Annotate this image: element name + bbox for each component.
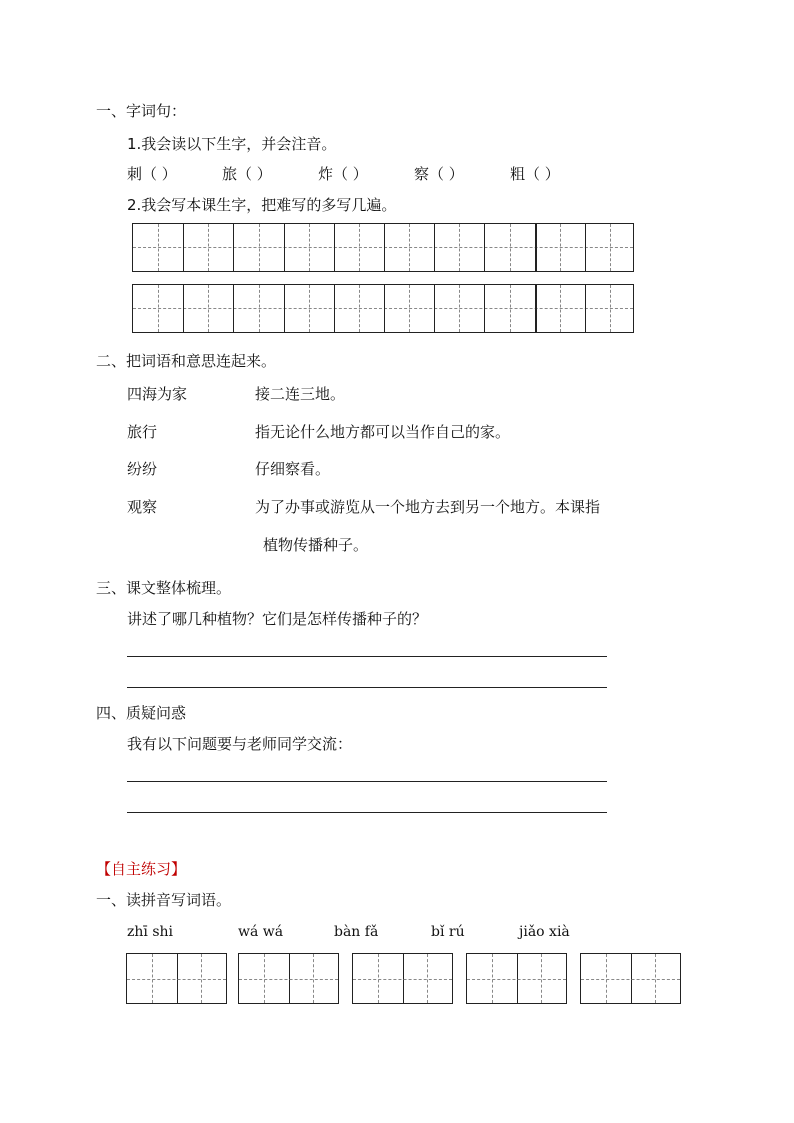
grid-line (535, 285, 537, 332)
grid-line (610, 224, 611, 271)
match-meaning[interactable]: 仔细察看。 (255, 460, 331, 478)
grid-line (409, 285, 410, 332)
char-pinyin-blank[interactable]: 察（ ） (414, 165, 464, 183)
pinyin-label: bàn fǎ (334, 924, 379, 940)
grid-line (585, 285, 586, 332)
char-pinyin-blank[interactable]: 粗（ ） (510, 165, 560, 183)
section2-title: 二、把词语和意思连起来。 (96, 352, 277, 370)
pinyin-answer-box[interactable] (580, 953, 681, 1004)
grid-line (334, 224, 335, 271)
grid-line (560, 224, 561, 271)
grid-line (459, 224, 460, 271)
grid-line (359, 224, 360, 271)
match-meaning[interactable]: 为了办事或游览从一个地方去到另一个地方。本课指 (255, 498, 601, 516)
grid-line (384, 285, 385, 332)
pinyin-label: bǐ rú (431, 924, 465, 940)
grid-line (484, 285, 485, 332)
grid-line (233, 285, 234, 332)
match-meaning[interactable]: 接二连三地。 (255, 385, 346, 403)
grid-line (359, 285, 360, 332)
grid-line (535, 224, 537, 271)
grid-line (610, 285, 611, 332)
section4-title: 四、质疑问惑 (96, 704, 187, 722)
grid-line (510, 285, 511, 332)
section1-q2: 2.我会写本课生字，把难写的多写几遍。 (127, 196, 397, 214)
grid-line (334, 285, 335, 332)
grid-line (585, 224, 586, 271)
grid-line (158, 285, 159, 332)
grid-line (158, 224, 159, 271)
pinyin-label: wá wá (238, 924, 284, 940)
writing-grid-row[interactable] (132, 223, 634, 272)
answer-line[interactable] (127, 781, 607, 782)
grid-line (284, 224, 285, 271)
grid-line (560, 285, 561, 332)
section3-title: 三、课文整体梳理。 (96, 579, 232, 597)
pinyin-answer-box[interactable] (126, 953, 227, 1004)
pinyin-answer-box[interactable] (352, 953, 453, 1004)
char-pinyin-blank[interactable]: 炸（ ） (318, 165, 368, 183)
section1-q1: 1.我会读以下生字，并会注音。 (127, 135, 337, 153)
section1-title: 一、字词句： (96, 102, 187, 120)
answer-line[interactable] (127, 656, 607, 657)
writing-grid-row[interactable] (132, 284, 634, 333)
grid-line (233, 224, 234, 271)
practice-q1: 一、读拼音写词语。 (96, 891, 232, 909)
grid-line (208, 224, 209, 271)
grid-line (510, 224, 511, 271)
grid-line (183, 285, 184, 332)
char-pinyin-blank[interactable]: 刺（ ） (127, 165, 177, 183)
answer-line[interactable] (127, 687, 607, 688)
grid-line (384, 224, 385, 271)
char-pinyin-blank[interactable]: 旅（ ） (222, 165, 272, 183)
practice-title: 【自主练习】 (96, 860, 187, 878)
section4-prompt: 我有以下问题要与老师同学交流： (127, 735, 353, 753)
match-meaning[interactable]: 指无论什么地方都可以当作自己的家。 (255, 423, 511, 441)
grid-line (284, 285, 285, 332)
match-word[interactable]: 旅行 (127, 423, 158, 441)
grid-line (208, 285, 209, 332)
grid-line (434, 285, 435, 332)
pinyin-answer-box[interactable] (466, 953, 567, 1004)
match-word[interactable]: 观察 (127, 498, 158, 516)
grid-line (484, 224, 485, 271)
grid-line (309, 285, 310, 332)
grid-line (434, 224, 435, 271)
grid-line (409, 224, 410, 271)
grid-line (183, 224, 184, 271)
answer-line[interactable] (127, 812, 607, 813)
pinyin-label: zhī shi (127, 924, 173, 940)
match-word[interactable]: 四海为家 (127, 385, 188, 403)
section3-question: 讲述了哪几种植物？它们是怎样传播种子的？ (127, 610, 428, 628)
grid-line (259, 285, 260, 332)
match-word[interactable]: 纷纷 (127, 460, 158, 478)
pinyin-answer-box[interactable] (238, 953, 339, 1004)
grid-line (459, 285, 460, 332)
grid-line (309, 224, 310, 271)
match-meaning-continued: 植物传播种子。 (263, 536, 369, 554)
grid-line (259, 224, 260, 271)
pinyin-label: jiǎo xià (519, 924, 570, 940)
